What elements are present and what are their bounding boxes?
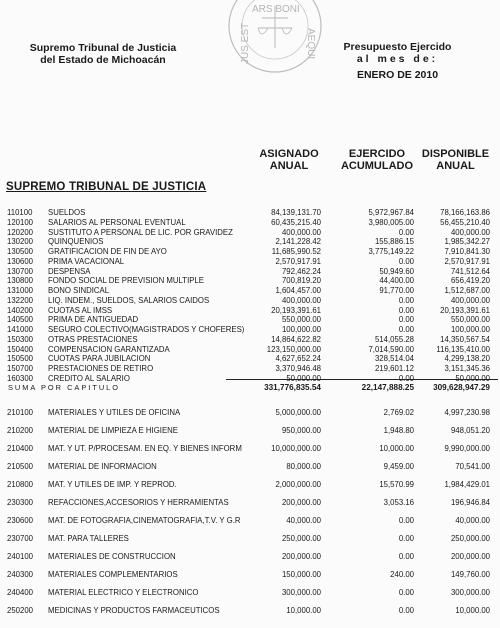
account-description: MATERIAL DE INFORMACION bbox=[48, 462, 157, 471]
account-description: BONO SINDICAL bbox=[48, 286, 110, 295]
account-description: MEDICINAS Y PRODUCTOS FARMACEUTICOS bbox=[48, 606, 220, 615]
account-description: MATERIALES COMPLEMENTARIOS bbox=[48, 570, 178, 579]
table-row bbox=[0, 587, 500, 599]
account-code: 230700 bbox=[7, 534, 34, 543]
table-row bbox=[0, 479, 500, 491]
account-code: 140200 bbox=[7, 305, 34, 315]
amount-asignado: 80,000.00 bbox=[286, 462, 321, 471]
table-row bbox=[0, 533, 500, 545]
account-code: 210400 bbox=[7, 444, 34, 453]
amount-ejercido: 15,570.99 bbox=[379, 480, 414, 489]
column-header-asignado bbox=[245, 148, 333, 172]
seal-watermark bbox=[228, 0, 322, 80]
amount-ejercido: 514,055.28 bbox=[374, 334, 414, 344]
account-code: 250200 bbox=[7, 606, 34, 615]
table-row bbox=[0, 605, 500, 617]
amount-ejercido: 219,601.12 bbox=[374, 364, 414, 373]
total-ejercido: 22,147,888.25 bbox=[361, 383, 414, 392]
column-header-asignado-line2: ANUAL bbox=[269, 160, 309, 172]
account-code: 230300 bbox=[7, 498, 34, 507]
account-code: 150300 bbox=[7, 334, 34, 344]
amount-disponible: 7,910,841.30 bbox=[444, 247, 490, 256]
account-code: 230600 bbox=[7, 516, 34, 525]
amount-asignado: 84,139,131.70 bbox=[271, 208, 321, 217]
account-description: OTRAS PRESTACIONES bbox=[48, 334, 138, 344]
amount-ejercido: 0.00 bbox=[398, 305, 414, 315]
table-row bbox=[0, 551, 500, 563]
amount-asignado: 14,864,622.82 bbox=[271, 334, 321, 344]
amount-disponible: 1,985,342.27 bbox=[444, 237, 490, 247]
account-code: 210800 bbox=[7, 480, 34, 489]
amount-asignado: 792,462.24 bbox=[281, 266, 321, 276]
account-description: REFACCIONES,ACCESORIOS Y HERRAMIENTAS bbox=[48, 498, 229, 507]
amount-asignado: 1,604,457.00 bbox=[275, 286, 321, 295]
column-header-disponible-line2: ANUAL bbox=[436, 160, 475, 172]
total-asignado: 331,776,835.54 bbox=[264, 383, 321, 392]
amount-disponible: 4,299,138.20 bbox=[444, 354, 490, 364]
amount-ejercido: 0.00 bbox=[398, 256, 414, 266]
account-description: MAT. Y UTILES DE IMP. Y REPROD. bbox=[48, 480, 177, 489]
account-code: 130500 bbox=[7, 247, 34, 256]
account-description: PRESTACIONES DE RETIRO bbox=[48, 364, 154, 373]
amount-asignado: 40,000.00 bbox=[286, 516, 321, 525]
amount-asignado: 2,141,228.42 bbox=[275, 237, 321, 247]
report-title bbox=[325, 41, 470, 81]
amount-disponible: 948,051.20 bbox=[450, 426, 490, 435]
account-description: GRATIFICACION DE FIN DE AYO bbox=[48, 247, 167, 256]
amount-ejercido: 0.00 bbox=[398, 534, 414, 543]
amount-disponible: 300,000.00 bbox=[450, 588, 490, 597]
column-header-ejercido bbox=[327, 148, 427, 172]
table-row bbox=[0, 569, 500, 581]
amount-asignado: 400,000.00 bbox=[281, 227, 321, 237]
total-disponible: 309,628,947.29 bbox=[433, 383, 490, 392]
account-description: DESPENSA bbox=[48, 266, 91, 276]
table-row bbox=[0, 425, 500, 437]
account-code: 240100 bbox=[7, 552, 34, 561]
amount-asignado: 200,000.00 bbox=[281, 498, 321, 507]
table-row bbox=[0, 461, 500, 473]
report-line-2: al mes de: bbox=[356, 53, 439, 65]
amount-ejercido: 3,775,149.22 bbox=[368, 247, 414, 256]
amount-asignado: 400,000.00 bbox=[281, 295, 321, 305]
amount-asignado: 250,000.00 bbox=[281, 534, 321, 543]
amount-asignado: 100,000.00 bbox=[281, 325, 321, 334]
amount-ejercido: 0.00 bbox=[398, 227, 414, 237]
account-description: CUOTAS AL IMSS bbox=[48, 305, 113, 315]
amount-ejercido: 0.00 bbox=[398, 552, 414, 561]
amount-asignado: 700,819.20 bbox=[281, 276, 321, 286]
account-description: MATERIAL ELECTRICO Y ELECTRONICO bbox=[48, 588, 199, 597]
amount-asignado: 11,685,990.52 bbox=[271, 247, 321, 256]
column-header-disponible bbox=[413, 148, 498, 172]
amount-asignado: 5,000,000.00 bbox=[275, 408, 321, 417]
table-row bbox=[0, 443, 500, 455]
amount-disponible: 78,166,163.86 bbox=[440, 208, 490, 217]
account-code: 120200 bbox=[7, 227, 34, 237]
amount-disponible: 250,000.00 bbox=[450, 534, 490, 543]
organization-name bbox=[8, 42, 198, 66]
amount-ejercido: 240.00 bbox=[390, 570, 414, 579]
account-description: PRIMA DE ANTIGUEDAD bbox=[48, 315, 139, 325]
amount-ejercido: 7,014,590.00 bbox=[368, 344, 414, 354]
amount-disponible: 550,000.00 bbox=[450, 315, 490, 325]
amount-disponible: 20,193,391.61 bbox=[440, 305, 490, 315]
account-description: LIQ. INDEM., SUELDOS, SALARIOS CAIDOS bbox=[48, 295, 210, 305]
amount-ejercido: 50,949.60 bbox=[379, 266, 414, 276]
account-description: PRIMA VACACIONAL bbox=[48, 256, 125, 266]
seal-text-left: JUS EST bbox=[240, 22, 251, 64]
account-description: MATERIALES Y UTILES DE OFICINA bbox=[48, 408, 181, 417]
amount-asignado: 550,000.00 bbox=[281, 315, 321, 325]
account-description: SEGURO COLECTIVO(MAGISTRADOS Y CHOFERES) bbox=[48, 325, 245, 334]
amount-asignado: 20,193,391.61 bbox=[271, 305, 321, 315]
amount-ejercido: 44,400.00 bbox=[379, 276, 414, 286]
total-row bbox=[0, 382, 500, 394]
amount-ejercido: 0.00 bbox=[398, 516, 414, 525]
amount-disponible: 56,455,210.40 bbox=[440, 217, 490, 227]
amount-asignado: 200,000.00 bbox=[281, 552, 321, 561]
account-code: 160300 bbox=[7, 373, 34, 383]
account-code: 210100 bbox=[7, 408, 34, 417]
account-description: MATERIALES DE CONSTRUCCION bbox=[48, 552, 176, 561]
amount-asignado: 950,000.00 bbox=[281, 426, 321, 435]
org-line-2: del Estado de Michoacán bbox=[40, 54, 166, 66]
amount-disponible: 741,512.64 bbox=[450, 266, 490, 276]
column-header-disponible-line1: DISPONIBLE bbox=[421, 148, 490, 160]
account-code: 240300 bbox=[7, 570, 34, 579]
account-code: 132200 bbox=[7, 295, 34, 305]
amount-asignado: 10,000.00 bbox=[286, 606, 321, 615]
table-row bbox=[0, 497, 500, 509]
section-title: SUPREMO TRIBUNAL DE JUSTICIA bbox=[6, 181, 207, 193]
account-code: 150500 bbox=[7, 354, 34, 364]
amount-asignado: 2,570,917.91 bbox=[275, 256, 321, 266]
report-month: ENERO DE 2010 bbox=[356, 69, 439, 81]
amount-asignado: 10,000,000.00 bbox=[271, 444, 321, 453]
amount-ejercido: 328,514.04 bbox=[374, 354, 414, 364]
account-code: 110100 bbox=[7, 208, 33, 217]
amount-disponible: 3,151,345.36 bbox=[444, 364, 490, 373]
column-header-ejercido-line1: EJERCIDO bbox=[348, 148, 406, 160]
amount-ejercido: 2,769.02 bbox=[383, 408, 414, 417]
account-description: MAT. Y UT. P/PROCESAM. EN EQ. Y BIENES INFORM bbox=[48, 444, 242, 453]
amount-ejercido: 5,972,967.84 bbox=[368, 208, 414, 217]
account-code: 130800 bbox=[7, 276, 34, 286]
amount-ejercido: 0.00 bbox=[398, 315, 414, 325]
account-code: 210200 bbox=[7, 426, 34, 435]
amount-asignado: 150,000.00 bbox=[281, 570, 321, 579]
amount-disponible: 656,419.20 bbox=[450, 276, 490, 286]
total-label: SUMA POR CAPITULO bbox=[8, 383, 121, 392]
column-header-asignado-line1: ASIGNADO bbox=[259, 148, 319, 160]
seal-text-right: AEQUI bbox=[305, 28, 316, 60]
amount-disponible: 400,000.00 bbox=[450, 227, 490, 237]
amount-asignado: 2,000,000.00 bbox=[275, 480, 321, 489]
amount-ejercido: 0.00 bbox=[398, 295, 414, 305]
amount-disponible: 14,350,567.54 bbox=[440, 334, 490, 344]
account-code: 130200 bbox=[7, 237, 34, 247]
amount-asignado: 3,370,946.48 bbox=[275, 364, 321, 373]
account-description: SUSTITUTO A PERSONAL DE LIC. POR GRAVIDEZ bbox=[48, 227, 233, 237]
amount-disponible: 70,541.00 bbox=[455, 462, 490, 471]
amount-disponible: 1,984,429.01 bbox=[444, 480, 490, 489]
account-description: CUOTAS PARA JUBILACION bbox=[48, 354, 151, 364]
amount-ejercido: 0.00 bbox=[398, 588, 414, 597]
account-code: 150400 bbox=[7, 344, 34, 354]
account-description: FONDO SOCIAL DE PREVISION MULTIPLE bbox=[48, 276, 204, 286]
amount-ejercido: 0.00 bbox=[398, 606, 414, 615]
amount-ejercido: 1,948.80 bbox=[383, 426, 414, 435]
amount-disponible: 9,990,000.00 bbox=[444, 444, 490, 453]
account-code: 141000 bbox=[7, 325, 34, 334]
account-description: SUELDOS bbox=[48, 208, 86, 217]
amount-disponible: 1,512,687.00 bbox=[444, 286, 490, 295]
amount-disponible: 10,000.00 bbox=[455, 606, 490, 615]
amount-ejercido: 0.00 bbox=[398, 325, 414, 334]
account-description: QUINQUENIOS bbox=[48, 237, 104, 247]
amount-asignado: 60,435,215.40 bbox=[271, 217, 321, 227]
amount-ejercido: 9,459.00 bbox=[383, 462, 414, 471]
account-code: 131000 bbox=[7, 286, 34, 295]
amount-ejercido: 91,770.00 bbox=[379, 286, 414, 295]
amount-asignado: 4,627,652.24 bbox=[275, 354, 321, 364]
amount-disponible: 400,000.00 bbox=[450, 295, 490, 305]
account-code: 120100 bbox=[7, 217, 34, 227]
account-code: 130700 bbox=[7, 266, 34, 276]
amount-disponible: 2,570,917.91 bbox=[444, 256, 490, 266]
amount-asignado: 300,000.00 bbox=[281, 588, 321, 597]
table-row bbox=[0, 515, 500, 527]
account-code: 210500 bbox=[7, 462, 34, 471]
amount-disponible: 40,000.00 bbox=[455, 516, 490, 525]
account-description: MAT. DE FOTOGRAFIA,CINEMATOGRAFIA,T.V. Y G.R bbox=[48, 516, 241, 525]
amount-disponible: 200,000.00 bbox=[450, 552, 490, 561]
amount-ejercido: 10,000.00 bbox=[379, 444, 414, 453]
account-code: 150700 bbox=[7, 364, 34, 373]
account-code: 130600 bbox=[7, 256, 34, 266]
account-description: CREDITO AL SALARIO bbox=[48, 373, 130, 383]
total-rule bbox=[226, 379, 498, 380]
amount-ejercido: 155,886.15 bbox=[374, 237, 414, 247]
seal-text-top: ARS BONI bbox=[252, 4, 300, 15]
amount-disponible: 196,946.84 bbox=[450, 498, 490, 507]
org-line-1: Supremo Tribunal de Justicia bbox=[29, 42, 177, 54]
report-line-1: Presupuesto Ejercido bbox=[343, 41, 452, 53]
amount-ejercido: 3,980,005.00 bbox=[368, 217, 414, 227]
amount-disponible: 116,135,410.00 bbox=[436, 344, 490, 354]
account-description: MAT. PARA TALLERES bbox=[48, 534, 129, 543]
amount-disponible: 4,997,230.98 bbox=[444, 408, 490, 417]
amount-asignado: 123,150,000.00 bbox=[266, 344, 321, 354]
amount-disponible: 149,760.00 bbox=[450, 570, 490, 579]
account-description: MATERIAL DE LIMPIEZA E HIGIENE bbox=[48, 426, 178, 435]
account-description: SALARIOS AL PERSONAL EVENTUAL bbox=[48, 217, 186, 227]
account-code: 240400 bbox=[7, 588, 34, 597]
amount-disponible: 100,000.00 bbox=[450, 325, 490, 334]
amount-ejercido: 3,053.16 bbox=[383, 498, 414, 507]
account-code: 140500 bbox=[7, 315, 34, 325]
account-description: COMPENSACION GARANTIZADA bbox=[48, 344, 170, 354]
column-header-ejercido-line2: ACUMULADO bbox=[340, 160, 414, 172]
table-row bbox=[0, 407, 500, 419]
